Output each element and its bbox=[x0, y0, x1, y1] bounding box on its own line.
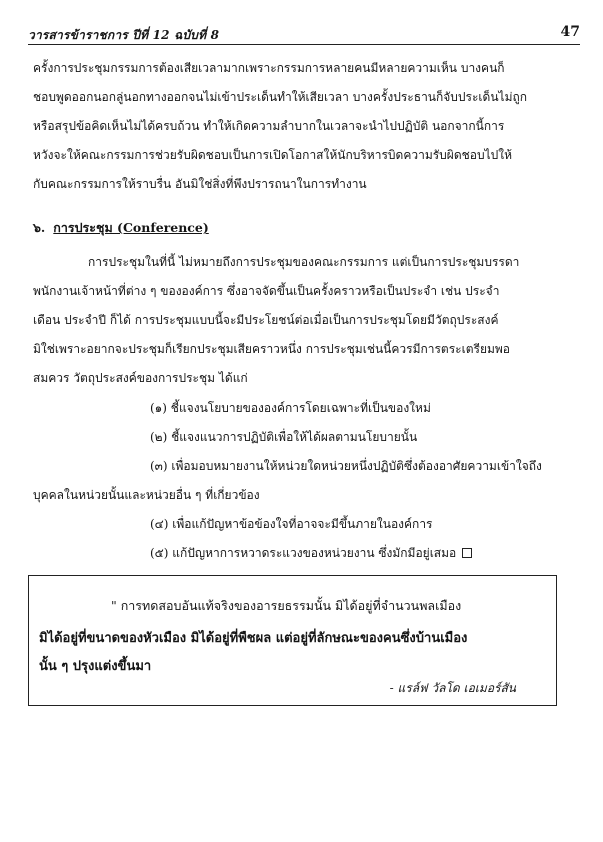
section-line: มิใช่เพราะอยากจะประชุมก็เรียกประชุมเสียคราวหนึ่ง การประชุมเช่นนี้ควรมีการตระเตรียมพอ bbox=[33, 342, 511, 356]
intro-line: ชอบพูดออกนอกลู่นอกทางออกจนไม่เข้าประเด็นทำให้เสียเวลา บางครั้งประธานก็จับประเด็นไม่ถูก bbox=[33, 90, 528, 104]
objective-item: (๑) ชี้แจงนโยบายขององค์การโดยเฉพาะที่เป็นของใหม่ bbox=[150, 401, 431, 415]
intro-line: กับคณะกรรมการให้ราบรื่น อันมิใช่สิ่งที่พึงปรารถนาในการทำงาน bbox=[33, 177, 367, 191]
quote-line: " การทดสอบอันแท้จริงของอารยธรรมนั้น มิได้อยู่ที่จำนวนพลเมือง bbox=[111, 598, 462, 613]
section-line: พนักงานเจ้าหน้าที่ต่าง ๆ ขององค์การ ซึ่งอาจจัดขึ้นเป็นครั้งคราวหรือเป็นประจำ เช่น ประจำ bbox=[33, 284, 500, 298]
quote-line: มิได้อยู่ที่ขนาดของหัวเมือง มิได้อยู่ที่พืชผล แต่อยู่ที่ลักษณะของคนซึ่งบ้านเมือง bbox=[39, 631, 468, 646]
intro-line: หวังจะให้คณะกรรมการช่วยรับผิดชอบเป็นการเปิดโอกาสให้นักบริหารบิดความรับผิดชอบไปให้ bbox=[33, 148, 513, 162]
section-heading bbox=[33, 218, 209, 238]
objective-item: (๓) เพื่อมอบหมายงานให้หน่วยใดหน่วยหนึ่งปฏิบัติซึ่งต้องอาศัยความเข้าใจถึง bbox=[150, 459, 542, 473]
intro-line: ครั้งการประชุมกรรมการต้องเสียเวลามากเพราะกรรมการหลายคนมีหลายความเห็น บางคนก็ bbox=[33, 61, 505, 75]
objective-item-continuation: บุคคลในหน่วยนั้นและหน่วยอื่น ๆ ที่เกี่ยวข้อง bbox=[33, 488, 260, 502]
section-line: การประชุมในที่นี้ ไม่หมายถึงการประชุมของคณะกรรมการ แต่เป็นการประชุมบรรดา bbox=[88, 255, 520, 269]
section-number: ๖. bbox=[33, 220, 46, 235]
objective-item-last bbox=[150, 545, 472, 561]
quote-box bbox=[28, 575, 557, 706]
journal-title: วารสารข้าราชการ ปีที่ 12 ฉบับที่ 8 bbox=[28, 28, 220, 42]
objective-item-text: (๕) แก้ปัญหาการหวาดระแวงของหน่วยงาน ซึ่งมักมีอยู่เสมอ bbox=[150, 546, 457, 560]
header-rule bbox=[28, 44, 580, 45]
end-square-icon bbox=[462, 548, 472, 558]
section-line: สมควร วัตถุประสงค์ของการประชุม ได้แก่ bbox=[33, 371, 248, 385]
page-number: 47 bbox=[560, 24, 580, 40]
section-line: เดือน ประจำปี ก็ได้ การประชุมแบบนี้จะมีประโยชน์ต่อเมื่อเป็นการประชุมโดยมีวัตถุประสงค์ bbox=[33, 313, 499, 327]
intro-line: หรือสรุปข้อคิดเห็นไม่ได้ครบถ้วน ทำให้เกิดความลำบากในเวลาจะนำไปปฏิบัติ นอกจากนี้การ bbox=[33, 119, 505, 133]
quote-line: นั้น ๆ ปรุงแต่งขึ้นมา bbox=[39, 659, 152, 674]
section-title: การประชุม (Conference) bbox=[53, 220, 209, 235]
objective-item: (๔) เพื่อแก้ปัญหาข้อข้องใจที่อาจจะมีขึ้นภายในองค์การ bbox=[150, 517, 433, 531]
objective-item: (๒) ชี้แจงแนวการปฏิบัติเพื่อให้ได้ผลตามนโยบายนั้น bbox=[150, 430, 418, 444]
page-header bbox=[28, 22, 580, 44]
quote-author: - แรล์ฟ วัลโด เอเมอร์สัน bbox=[389, 681, 516, 695]
